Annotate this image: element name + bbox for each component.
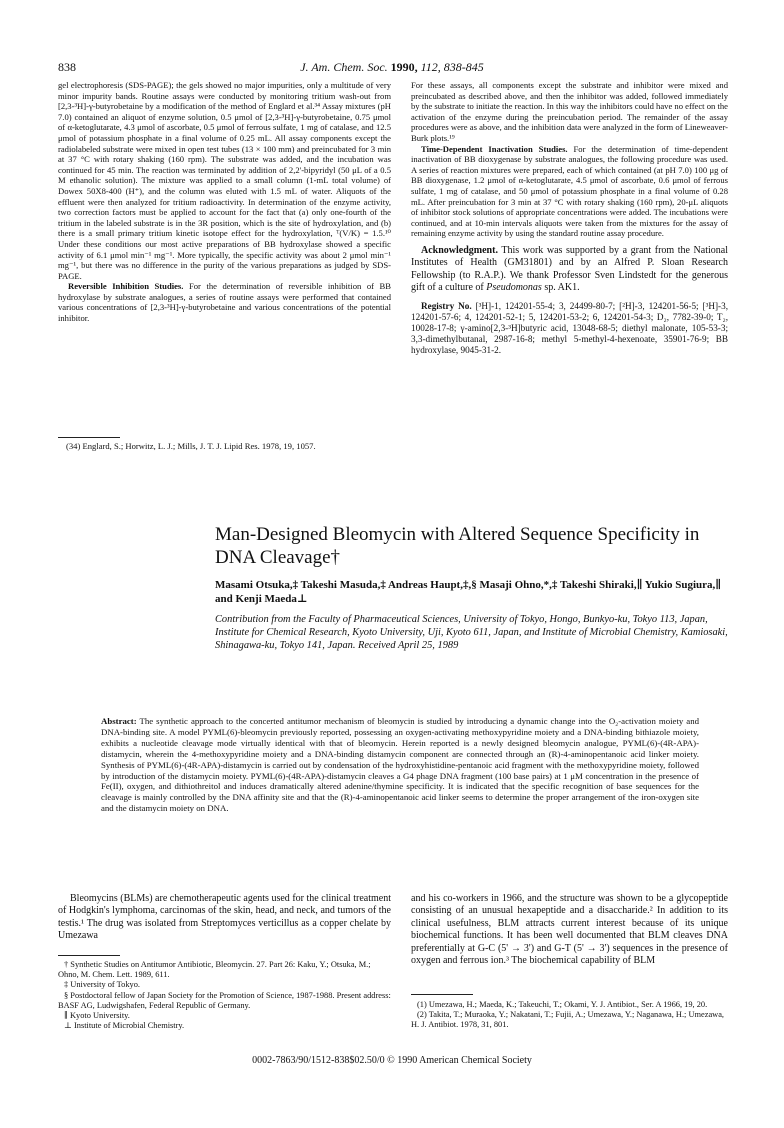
article-authors: Masami Otsuka,‡ Takeshi Masuda,‡ Andreas Haupt,‡,§ Masaji Ohno,*,‡ Takeshi Shiraki,∥ Yukio Sugiura,∥ and Kenji Maeda⊥ xyxy=(215,579,722,605)
previous-article-left-column xyxy=(58,80,391,426)
article-affiliation: Contribution from the Faculty of Pharmaceutical Sciences, University of Tokyo, Hongo, Bunkyo-ku, Tokyo 113, Japan, Institute for Chemical Research, Kyoto University, Uji, Kyoto 611, Japan, and Institute of Microbial Chemistry, Kamiosaki, Shinagawa-ku, Tokyo 141, Japan. Received April 25, 1989 xyxy=(215,614,728,651)
running-header xyxy=(58,60,726,78)
body-paragraph-right: and his co-workers in 1966, and the structure was shown to be a glycopeptide consisting of an unusual hexapeptide and a disaccharide.² In addition to its clinical usefulness, BLM attracts current interest because of its unique biochemical functions. It has been well documented that BLM cleaves DNA preferentially at G-C (5' → 3') and G-T (5' → 3') sequences in the presence of oxygen and ferrous ion.³ The biochemical capability of BLM xyxy=(411,893,728,967)
journal-year: 1990, xyxy=(390,60,418,74)
previous-article-right-column xyxy=(411,80,728,426)
reversible-inhibition-heading: Reversible Inhibition Studies. xyxy=(68,281,184,292)
inhibition-assay-paragraph: For these assays, all components except the substrate and inhibitor were mixed and preincubated as described above, and then the inhibitor was added, followed immediately by the substrate to initiate the reaction. In this way the inhibitors could have no effect on the activation of the enzyme during the preincubation period. The remainder of the assay procedures were as above, and the inhibition data were analyzed in the form of Lineweaver-Burk plots.¹⁹ xyxy=(411,80,728,143)
registry-heading: Registry No. xyxy=(421,300,472,311)
time-dependent-text: For the determination of time-dependent inactivation of BB dioxygenase by substrate analogues, the following procedure was used. A series of reaction mixtures were prepared, each of which contained (at pH 7.0) 100 μg of BB dioxygenase, 1.2 μmol of α-ketoglutarate, 4.5 μmol of ascorbate, 0.6 μmol of ferrous sulfate, 1 mg of catalase, and 50 μmol of potassium phosphate in a final volume of 0.28 mL. After preincubation for 3 min at 37 °C with rotary shaking (160 rpm), 20-μL aliquots of inhibitor stock solutions of appropriate concentrations were added. The incubations were continued, and at 10-min intervals aliquots were taken from the mixtures for the assay of remaining enzyme activity by using the standard routine assay procedure. xyxy=(411,143,728,239)
acknowledgment-species: Pseudomonas xyxy=(486,282,542,294)
footnotes-left xyxy=(58,960,391,1031)
reference-1: (1) Umezawa, H.; Maeda, K.; Takeuchi, T.; Okami, Y. J. Antibiot., Ser. A 1966, 19, 20. xyxy=(417,1000,708,1009)
abstract-label: Abstract: xyxy=(101,716,137,726)
time-dependent-paragraph xyxy=(411,144,728,239)
reference-2: (2) Takita, T.; Muraoka, Y.; Nakatani, T.; Fujii, A.; Umezawa, Y.; Naganawa, H.; Umezawa, H. J. Antibiot. 1978, 31, 801. xyxy=(411,1010,725,1030)
body-right-column xyxy=(411,893,728,967)
footnote-rule-right xyxy=(411,994,473,995)
footnote-double-dagger: ‡ University of Tokyo. xyxy=(64,980,141,990)
journal-volume-pages: 112, 838-845 xyxy=(420,60,484,74)
acknowledgment-text: This work was supported by a grant from the National Institutes of Health (GM31801) and by an Alfred P. Sloan Research Fellowship (to R.A.P.). We thank Professor Sven Lindstedt for the generous gift of a culture of xyxy=(411,244,728,294)
reference-34: (34) Englard, S.; Horwitz, L. J.; Mills, J. T. J. Lipid Res. 1978, 19, 1057. xyxy=(66,441,316,451)
abstract xyxy=(101,716,699,814)
reversible-inhibition-text: For the determination of reversible inhibition of BB hydroxylase by substrate analogues, a series of routine assays were performed that contained various concentrations of [2,3-³H]-γ-butyrobetaine and various concentrations of the potential inhibitor. xyxy=(58,281,391,324)
footnote-parallel: ∥ Kyoto University. xyxy=(64,1011,130,1021)
registry-text: [³H]-1, 124201-55-4; 3, 24499-80-7; [²H]-3, 124201-56-5; [³H]-3, 124201-57-6; 4, 124201-52-1; 5, 124201-53-2; 6, 124201-54-3; D₂, 7782-39-0; T₂, 10028-17-8; γ-amino[2,3-³H]butyric acid, 13048-68-5; diethyl malonate, 105-53-3; 3,3-dimethylbutanal, 2987-16-8; methyl 5-methyl-4-hexenoate, 35901-76-9; BB hydroxylase, 9045-31-2. xyxy=(411,300,728,356)
acknowledgment-end: sp. AK1. xyxy=(541,282,580,294)
journal-name: J. Am. Chem. Soc. xyxy=(300,60,388,74)
footnote-rule-left xyxy=(58,955,120,956)
footnote-rule xyxy=(58,437,120,438)
article-title: Man-Designed Bleomycin with Altered Sequence Specificity in DNA Cleavage† xyxy=(215,524,700,568)
journal-citation xyxy=(58,60,726,75)
footnote-perp: ⊥ Institute of Microbial Chemistry. xyxy=(64,1021,185,1031)
page-number: 838 xyxy=(58,60,76,74)
footnotes-right xyxy=(411,1000,728,1031)
reversible-inhibition-paragraph xyxy=(58,281,391,323)
acknowledgment-heading: Acknowledgment. xyxy=(421,244,498,256)
body-left-column xyxy=(58,893,391,943)
footnote-dagger: † Synthetic Studies on Antitumor Antibiotic, Bleomycin. 27. Part 26: Kaku, Y.; Otsuka, M.; Ohno, M. Chem. Lett. 1989, 611. xyxy=(58,960,371,980)
registry-paragraph xyxy=(411,301,728,357)
time-dependent-heading: Time-Dependent Inactivation Studies. xyxy=(421,143,568,154)
copyright-footer: 0002-7863/90/1512-838$02.50/0 © 1990 American Chemical Society xyxy=(252,1055,532,1066)
acknowledgment-paragraph xyxy=(411,245,728,295)
footnote-section: § Postdoctoral fellow of Japan Society for the Promotion of Science, 1987-1988. Present address: BASF AG, Ludwigshafen, Federal Republic of Germany. xyxy=(58,990,391,1010)
assay-paragraph: gel electrophoresis (SDS-PAGE); the gels showed no major impurities, only a multitude of very minor impurity bands. Routine assays were conducted by monitoring tritium wash-out from [2,3-³H]-γ-butyrobetaine by a modification of the method of Englard et al.³⁴ Assay mixtures (pH 7.0) contained an aliquot of enzyme solution, 0.5 μmol of [2,3-³H]-γ-butyrobetaine, 0.75 μmol of α-ketoglutarate, 4.3 μmol of ascorbate, 0.5 μmol of ferrous sulfate, 1 mg of catalase, and 12.5 μmol of potassium phosphate in a final volume of 0.25 mL. All assay components except the radiolabeled substrate were mixed in open test tubes (13 × 100 mm) and preincubated for 3 min at 37 °C with rotary shaking (160 rpm). The substrate was added, and the incubation was continued for 45 min. The reaction was terminated by addition of 2,2'-bipyridyl (50 μL of a 0.5 M ethanolic solution). The mixture was applied to a small column (1-mL total volume) of Dowex 50X8-400 (H⁺), and the column was eluted with 1.5 mL of water. Aliquots of the effluent were then analyzed for tritium radioactivity. In determination of the enzyme activity, two correction factors must be applied to account for the fact that (a) only one-fourth of the tritium in the labeled substrate is in the 3R position, which is the site of hydroxylation, and (b) there is a small primary tritium kinetic isotope effect for the hydroxylation, ᵀ(V/K) = 1.5.¹⁰ Under these conditions our most active preparations of BB hydroxylase showed a specific activity of 6.1 μmol min⁻¹ mg⁻¹. More typically, the specific activity was about 2 μmol min⁻¹ mg⁻¹, but there was no difference in the purity of the various preparations as judged by SDS-PAGE. xyxy=(58,80,391,281)
abstract-text: The synthetic approach to the concerted antitumor mechanism of bleomycin is studied by introducing a dynamic change into the O₂-activation moiety and DNA-binding site. A model PYML(6)-bleomycin previously reported, possessing an oxygen-activating methoxypyridine moiety and a DNA-binding bithiazole moiety, exhibits a nucleotide cleavage mode virtually identical with that of bleomycin. Herein reported is a newly designed bleomycin analogue, PYML(6)-(4R-APA)-distamycin, wherein the 4-methoxypyridine moiety and a DNA-binding distamycin component are connected through an (R)-4-aminopentanoic acid linker moiety. Synthesis of PYML(6)-(4R-APA)-distamycin is carried out by condensation of the hydroxyhistidine-pentanoic acid fragment with the methoxypyridine moiety, followed by introduction of the distamycin moiety. PYML(6)-(4R-APA)-distamycin cleaves a G4 phage DNA fragment (100 base pairs) at 1 μM concentration in the presence of Fe(II), oxygen, and dithiothreitol and induces dramatically altered adenine/thymine specificity. It is indicated that the specific recognition of base sequences for the cleavage is mainly controlled by the DNA affinity site and that the (R)-4-aminopentanoic acid linker seems to determine the proper arrangement of the iron-oxygen site and the distamycin moiety on DNA. xyxy=(101,716,699,814)
body-paragraph-left: Bleomycins (BLMs) are chemotherapeutic agents used for the clinical treatment of Hodgkin's lymphoma, carcinomas of the skin, head, and neck, and tumors of the testis.¹ The drug was isolated from Streptomyces verticillus as a copper chelate by Umezawa xyxy=(58,893,391,942)
